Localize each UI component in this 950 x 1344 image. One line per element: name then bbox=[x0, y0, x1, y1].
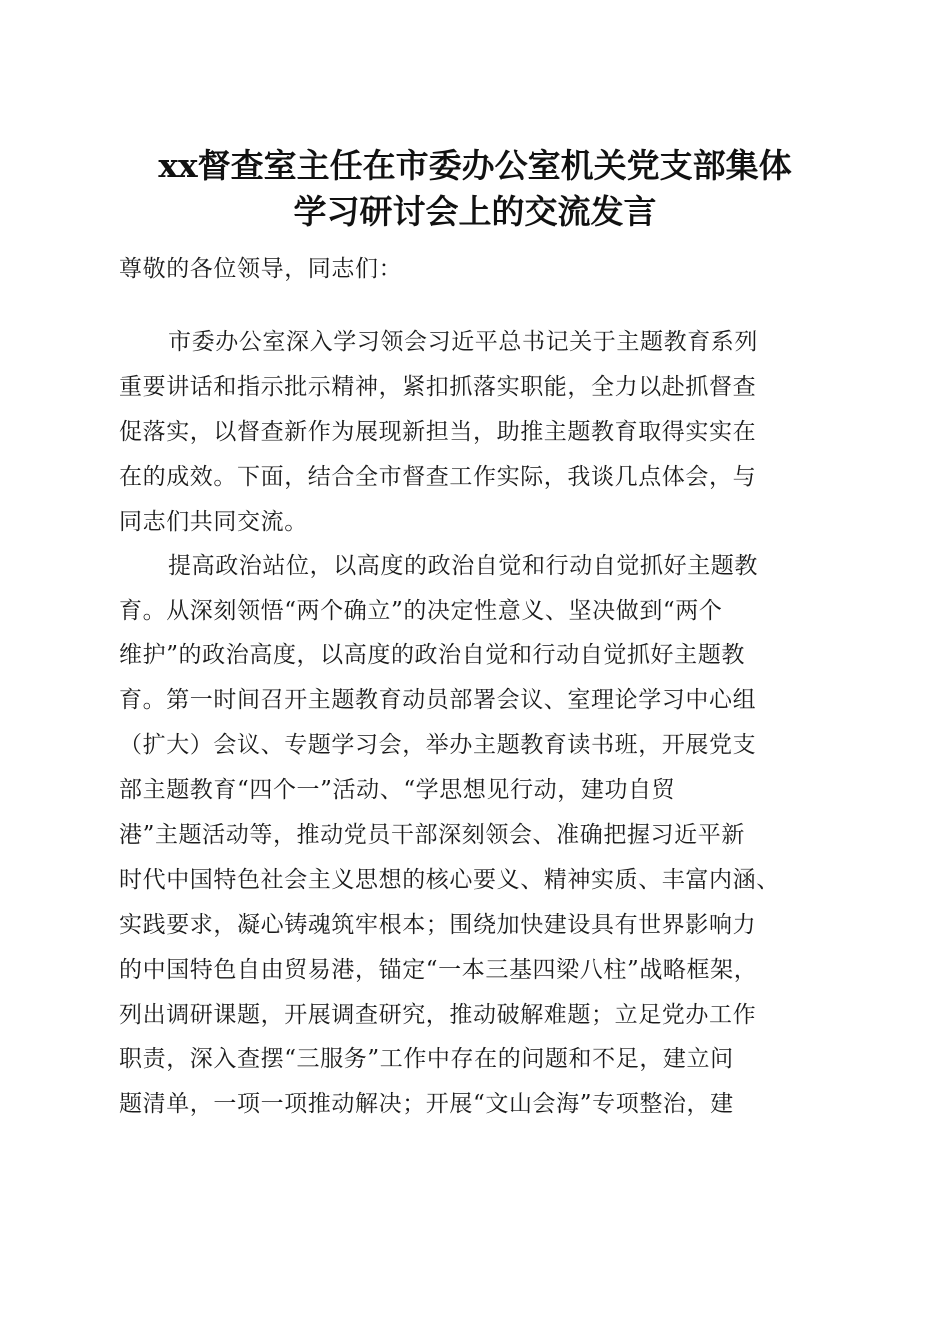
paragraph-line: 促落实，以督查新作为展现新担当，助推主题教育取得实实在 bbox=[119, 419, 757, 445]
paragraph-line: 题清单，一项一项推动解决；开展“文山会海”专项整治，建 bbox=[119, 1091, 734, 1117]
paragraph-line: 同志们共同交流。 bbox=[119, 509, 308, 535]
paragraph-line: 市委办公室深入学习领会习近平总书记关于主题教育系列 bbox=[168, 329, 758, 355]
paragraph-line: （扩大）会议、专题学习会，举办主题教育读书班，开展党支 bbox=[119, 732, 757, 758]
paragraph-line: 港”主题活动等，推动党员干部深刻领会、准确把握习近平新 bbox=[119, 822, 745, 848]
paragraph-line: 育。从深刻领悟“两个确立”的决定性意义、坚决做到“两个 bbox=[119, 598, 723, 624]
paragraph-line: 提高政治站位，以高度的政治自觉和行动自觉抓好主题教 bbox=[168, 553, 758, 579]
paragraph-line: 重要讲话和指示批示精神，紧扣抓落实职能，全力以赴抓督查 bbox=[119, 374, 757, 400]
salutation: 尊敬的各位领导，同志们： bbox=[119, 256, 403, 282]
paragraph-line: 实践要求，凝心铸魂筑牢根本；围绕加快建设具有世界影响力 bbox=[119, 912, 757, 938]
paragraph-line: 育。第一时间召开主题教育动员部署会议、室理论学习中心组 bbox=[119, 687, 757, 713]
paragraph-line: 的中国特色自由贸易港，锚定“一本三基四梁八柱”战略框架， bbox=[119, 957, 758, 983]
paragraph-line: 在的成效。下面，结合全市督查工作实际，我谈几点体会，与 bbox=[119, 464, 757, 490]
paragraph-line: 维护”的政治高度，以高度的政治自觉和行动自觉抓好主题教 bbox=[119, 642, 745, 668]
paragraph-line: 职责，深入查摆“三服务”工作中存在的问题和不足，建立问 bbox=[119, 1046, 734, 1072]
document-title-line-1: xx督查室主任在市委办公室机关党支部集体 bbox=[158, 146, 792, 185]
document-title-line-2: 学习研讨会上的交流发言 bbox=[293, 192, 657, 231]
paragraph-line: 部主题教育“四个一”活动、“学思想见行动，建功自贸 bbox=[119, 777, 676, 803]
paragraph-line: 列出调研课题，开展调查研究，推动破解难题；立足党办工作 bbox=[119, 1002, 757, 1028]
paragraph-line: 时代中国特色社会主义思想的核心要义、精神实质、丰富内涵、 bbox=[119, 867, 780, 893]
